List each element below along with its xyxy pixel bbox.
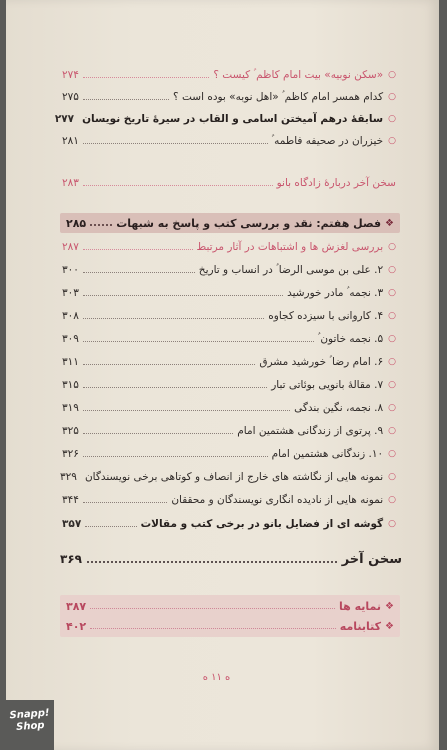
bullet-icon: ○: [388, 265, 396, 275]
dot-leader: [90, 628, 336, 629]
toc-entry-last-words-birthplace[interactable]: سخن آخر دربارهٔ زادگاه بانو ۲۸۳: [62, 177, 396, 189]
bullet-icon: ○: [388, 242, 396, 252]
dot-leader: [83, 456, 268, 457]
section-heading-bibliography[interactable]: ❖ کتابنامه ۴۰۲: [60, 615, 400, 637]
toc-entry[interactable]: ○ نمونه هایی از نگاشته های خارج از انصاف و کوتاهی برخی نویسندگان ۳۲۹: [60, 471, 396, 483]
snapp-shop-logo: Snapp! Shop: [9, 707, 50, 733]
bullet-icon: ○: [388, 136, 396, 146]
bullet-icon: ○: [388, 92, 396, 102]
bullet-icon: ○: [388, 114, 396, 124]
toc-entry[interactable]: ○ ۲. علی بن موسی الرضا ؑ در انساب و تاریخ ۳۰۰: [62, 263, 396, 276]
dot-leader: [90, 224, 112, 226]
toc-entry[interactable]: ○ ۴. کاروانی با سیزده کجاوه ۳۰۸: [62, 310, 396, 322]
bullet-icon: ○: [388, 288, 396, 298]
page-number: ه ۱۱ ه: [202, 672, 231, 683]
diamond-icon: ❖: [385, 620, 394, 632]
bullet-icon: ○: [388, 449, 396, 459]
toc-entry[interactable]: ○ ۵. نجمه خاتون ؑ ۳۰۹: [62, 332, 396, 345]
bullet-icon: ○: [388, 380, 396, 390]
dot-leader: [83, 143, 268, 144]
dot-leader: [83, 77, 209, 78]
chapter-heading-7[interactable]: ❖ فصل هفتم: نقد و بررسی کتب و پاسخ به شبهات ۲۸۵: [60, 213, 400, 233]
bullet-icon: ○: [388, 311, 396, 321]
bullet-icon: ○: [388, 403, 396, 413]
dot-leader: [83, 185, 273, 186]
bullet-icon: ○: [388, 495, 396, 505]
bullet-icon: ○: [388, 472, 396, 482]
dot-leader: [85, 526, 136, 527]
dot-leader: [83, 272, 195, 273]
toc-entry[interactable]: ○ ۱۰. زندگانی هشتمین امام ۳۲۶: [62, 448, 396, 460]
toc-entry[interactable]: ○ ۷. مقالهٔ بانویی بوئاتی تبار ۳۱۵: [62, 379, 396, 391]
toc-entry[interactable]: ○ ۶. امام رضا ؑ خورشید مشرق ۳۱۱: [62, 355, 396, 368]
dot-leader: [83, 410, 290, 411]
dot-leader: [83, 249, 193, 250]
dot-leader: [83, 341, 314, 342]
dot-leader: [83, 387, 267, 388]
dot-leader: [83, 99, 169, 100]
diamond-icon: ❖: [385, 600, 394, 612]
bullet-icon: ○: [388, 357, 396, 367]
dot-leader: [83, 364, 255, 365]
dot-leader: [83, 318, 264, 319]
toc-entry[interactable]: ○ سابقهٔ درهم آمیختن اسامی و القاب در سیرهٔ تاریخ نویسان ۲۷۷: [54, 113, 396, 125]
bullet-icon: ○: [388, 519, 396, 529]
section-heading-last-words[interactable]: سخن آخر ۳۶۹: [60, 551, 402, 567]
dot-leader: [83, 295, 283, 296]
bullet-icon: ○: [388, 70, 396, 80]
toc-entry-virtues[interactable]: ○ گوشه ای از فضایل بانو در برخی کتب و مقالات ۳۵۷: [62, 518, 396, 530]
toc-entry-subsection[interactable]: ○ بررسی لغزش ها و اشتباهات در آثار مرتبط ۲۸۷: [62, 241, 396, 253]
dot-leader: [83, 433, 233, 434]
toc-entry[interactable]: ○ نمونه هایی از نادیده انگاری نویسندگان و محققان ۳۴۴: [62, 494, 396, 506]
diamond-icon: ❖: [385, 217, 394, 229]
toc-entry[interactable]: ○ ۳. نجمه ؑ مادر خورشید ۳۰۳: [62, 286, 396, 299]
toc-entry[interactable]: ○ کدام همسر امام کاظم ؑ «اهل نوبه» بوده است ؟ ۲۷۵: [62, 90, 396, 103]
dot-leader: [83, 502, 167, 503]
section-heading-indexes[interactable]: ❖ نمایه ها ۳۸۷: [60, 595, 400, 617]
dot-leader: [87, 561, 337, 563]
dot-leader: [90, 608, 335, 609]
bullet-icon: ○: [388, 426, 396, 436]
toc-entry[interactable]: ○ «سکن نوبیه» بیت امام کاظم ؑ کیست ؟ ۲۷۴: [62, 68, 396, 81]
toc-entry[interactable]: ○ خیزران در صحیفه فاطمه ؑ ۲۸۱: [62, 134, 396, 147]
toc-entry[interactable]: ○ ۹. پرتوی از زندگانی هشتمین امام ۳۲۵: [62, 425, 396, 437]
bullet-icon: ○: [388, 334, 396, 344]
toc-entry[interactable]: ○ ۸. نجمه، نگین بندگی ۳۱۹: [62, 402, 396, 414]
